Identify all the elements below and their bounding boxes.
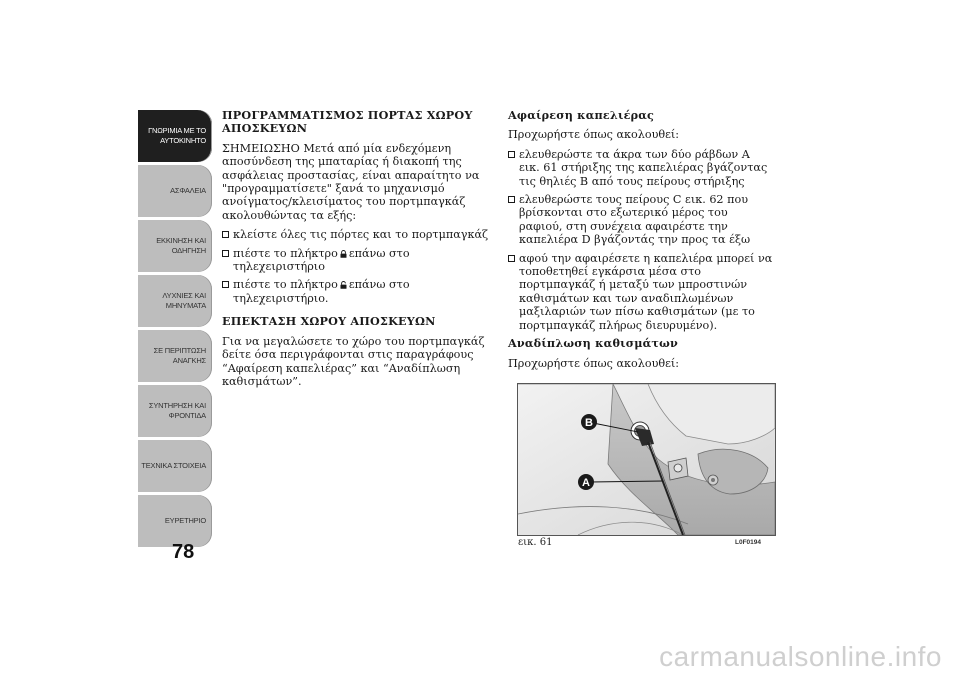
tab-emergency[interactable] — [138, 330, 212, 382]
list-item-text: κλείστε όλες τις πόρτες και το πορτμπαγκάζ — [233, 228, 489, 242]
list-item-text — [233, 278, 492, 305]
list-item — [222, 247, 492, 274]
list-item-text: αφού την αφαιρέσετε η καπελιέρα μπορεί να τοποθετηθεί εγκάρσια μέσα στο πορτμπαγκάζ ή μεταξύ των μπροστινών καθισμάτων και των αναδιπλωμένων μαξιλαριών των πίσω καθισμάτων (με το πορτμπαγκάζ πλήρως διευρυμένο). — [519, 251, 773, 332]
tab-label: ΓΝΩΡΙΜΙΑ ΜΕ ΤΟ ΑΥΤΟΚΙΝΗΤΟ — [148, 126, 206, 145]
intro-paragraph: Προχωρήστε όπως ακολουθεί: — [508, 356, 680, 370]
list-item — [508, 193, 774, 247]
callout-b: B — [585, 417, 593, 429]
bullet-box-icon — [222, 250, 229, 257]
lock-icon — [340, 250, 347, 258]
list-item-text: ελευθερώστε τους πείρους C εικ. 62 που βρίσκονται στο εξωτερικό μέρος του ραφιού, στη συνέχεια αφαιρέστε την καπελιέρα D βγάζοντάς την προς τα έξω — [519, 193, 751, 247]
tab-warning-lights[interactable] — [138, 275, 212, 327]
tab-technical-data[interactable] — [138, 440, 212, 492]
step-text-end: επάνω στο τηλεχειριστήριο — [233, 246, 410, 274]
list-item — [222, 278, 492, 305]
list-item — [222, 228, 492, 241]
step-text-start: πιέστε το πλήκτρο — [233, 246, 338, 260]
tab-getting-to-know[interactable] — [138, 110, 212, 162]
bullet-box-icon — [222, 231, 229, 238]
right-column — [508, 109, 774, 376]
section-heading-parcel-shelf-removal: Αφαίρεση καπελιέρας — [508, 108, 655, 122]
tab-label: ΑΣΦΑΛΕΙΑ — [170, 186, 206, 195]
figure-code: L0F0194 — [735, 539, 762, 546]
tab-label: ΤΕΧΝΙΚΑ ΣΤΟΙΧΕΙΑ — [141, 461, 206, 470]
bullet-box-icon — [508, 151, 515, 158]
list-item-text: ελευθερώστε τα άκρα των δύο ράβδων A εικ. 61 στήριξης της καπελιέρας βγάζοντας τις θηλιές B από τους πείρους στήριξης — [519, 147, 768, 188]
figure-parcel-shelf-rod — [517, 383, 776, 536]
section-heading-tailgate-programming: ΠΡΟΓΡΑΜΜΑΤΙΣΜΟΣ ΠΟΡΤΑΣ ΧΩΡΟΥ ΑΠΟΣΚΕΥΩΝ — [222, 108, 473, 136]
step-text-start: πιέστε το πλήκτρο — [233, 278, 338, 292]
callout-a: A — [582, 477, 590, 489]
left-column — [222, 109, 492, 394]
section-heading-luggage-expansion: ΕΠΕΚΤΑΣΗ ΧΩΡΟΥ ΑΠΟΣΚΕΥΩΝ — [222, 314, 436, 329]
bullet-box-icon — [222, 281, 229, 288]
unlock-icon — [340, 281, 347, 289]
tab-label: ΛΥΧΝΙΕΣ ΚΑΙ ΜΗΝΥΜΑΤΑ — [162, 291, 206, 310]
tab-label: ΕΚΚΙΝΗΣΗ ΚΑΙ ΟΔΗΓΗΣΗ — [156, 236, 206, 255]
note-paragraph: ΣΗΜΕΙΩΣΗΟ Μετά από μία ενδεχόμενη αποσύνδεση της μπαταρίας ή διακοπή της ασφάλειας προστασίας, είναι απαραίτητο να "προγραμματίσετε" ξανά το μηχανισμό ανοίγματος/κλεισίματος του πορτμπαγκάζ ακολουθώντας τα εξής: — [222, 141, 480, 222]
tab-index[interactable] — [138, 495, 212, 547]
tab-safety[interactable] — [138, 165, 212, 217]
tab-label: ΣΥΝΤΗΡΗΣΗ ΚΑΙ ΦΡΟΝΤΙΔΑ — [148, 401, 206, 420]
figure-illustration — [518, 384, 775, 535]
tab-label: ΕΥΡΕΤΗΡΙΟ — [164, 516, 206, 525]
list-item — [508, 148, 774, 188]
expansion-paragraph: Για να μεγαλώσετε το χώρο του πορτμπαγκάζ δείτε όσα περιγράφονται στις παραγράφους “Αφαίρεση καπελιέρας” και “Αναδίπλωση καθισμάτων”. — [222, 334, 485, 388]
list-item — [508, 252, 774, 332]
bullet-box-icon — [508, 255, 515, 262]
page-number: 78 — [172, 541, 195, 563]
intro-paragraph: Προχωρήστε όπως ακολουθεί: — [508, 128, 680, 142]
section-heading-seat-folding: Αναδίπλωση καθισμάτων — [508, 336, 678, 351]
watermark: carmanualsonline.info — [659, 641, 942, 672]
tab-label: ΣΕ ΠΕΡΙΠΤΩΣΗ ΑΝΑΓΚΗΣ — [153, 346, 206, 365]
bullet-box-icon — [508, 196, 515, 203]
step-text-end: επάνω στο τηλεχειριστήριο. — [233, 278, 410, 305]
tab-maintenance[interactable] — [138, 385, 212, 437]
figure-caption: εικ. 61 — [518, 537, 553, 548]
list-item-text — [233, 247, 492, 274]
tab-starting-driving[interactable] — [138, 220, 212, 272]
